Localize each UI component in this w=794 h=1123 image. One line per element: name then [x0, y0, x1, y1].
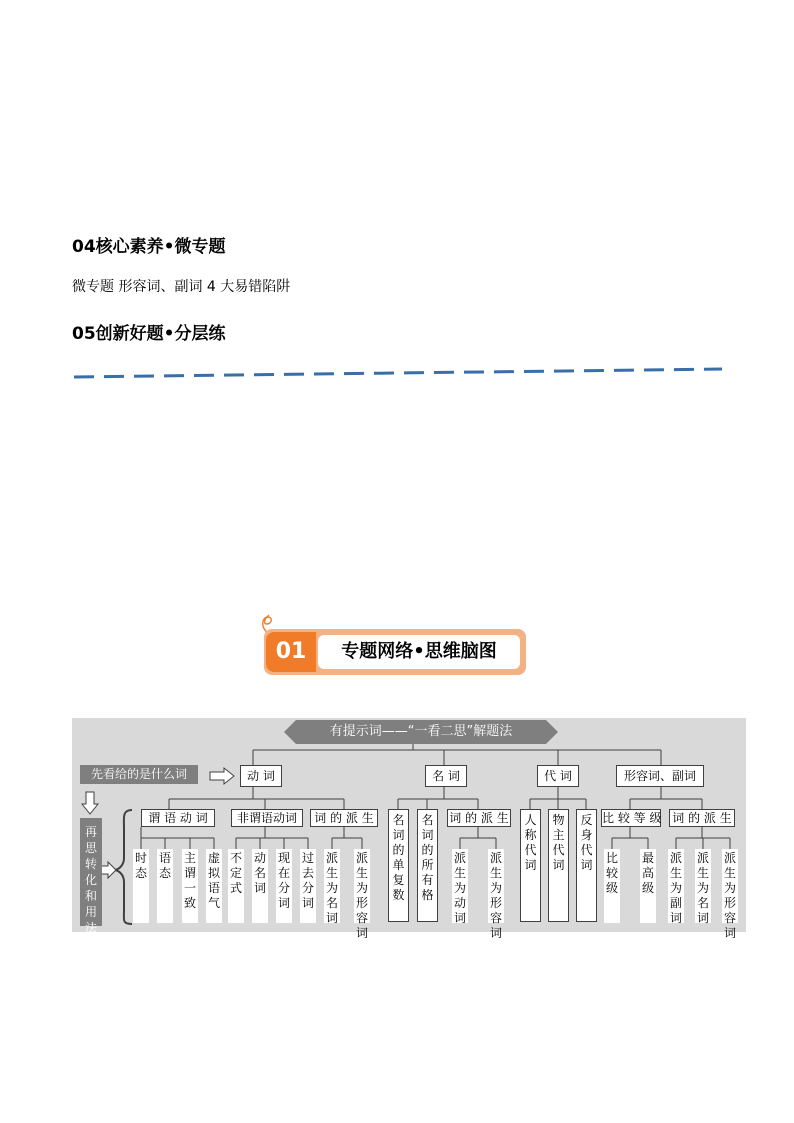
dashed-divider: [72, 366, 724, 380]
noun-plural: 名词的单复数: [388, 809, 409, 922]
leaf-verb-to-adj: 派生为形容词: [355, 851, 368, 940]
leaf-adj-to-noun: 派生为名词: [696, 851, 709, 925]
adj-group-derive: 词 的 派 生: [669, 809, 735, 827]
leaf-adj-to-adv: 派生为副词: [669, 851, 682, 925]
category-verb: 动 词: [240, 765, 282, 787]
category-pronoun: 代 词: [537, 765, 579, 787]
noun-possessive: 名词的所有格: [417, 809, 438, 922]
verb-group-nonpredicate: 非谓语动词: [231, 809, 303, 827]
leaf-agreement: 主谓一致: [182, 849, 198, 923]
section-badge: [264, 629, 526, 677]
category-noun: 名 词: [425, 765, 467, 787]
leaf-noun-to-adj: 派生为形容词: [489, 851, 502, 940]
leaf-past-participle: 过去分词: [300, 849, 316, 923]
leaf-infinitive: 不定式: [228, 849, 244, 923]
pronoun-possessive: 物主代词: [548, 809, 569, 922]
verb-group-predicate: 谓 语 动 词: [141, 809, 215, 827]
pronoun-reflexive: 反身代词: [576, 809, 597, 922]
adj-group-degree: 比 较 等 级: [602, 811, 662, 825]
leaf-verb-to-noun: 派生为名词: [325, 851, 338, 925]
mind-map: [72, 718, 746, 940]
leaf-present-participle: 现在分词: [276, 849, 292, 923]
noun-derive: 词 的 派 生: [447, 809, 511, 827]
verb-group-derive: 词 的 派 生: [310, 809, 378, 827]
step1-label: 先看给的是什么词: [80, 765, 198, 784]
leaf-adj-to-adj: 派生为形容词: [723, 851, 736, 940]
section-05-title: 05创新好题•分层练: [72, 324, 226, 344]
badge-number: 01: [266, 632, 316, 672]
category-adj-adv: 形容词、副词: [616, 765, 704, 787]
leaf-superlative: 最高级: [640, 849, 656, 923]
badge-title: 专题网络•思维脑图: [318, 635, 520, 669]
pronoun-personal: 人称代词: [520, 809, 541, 922]
leaf-subjunctive: 虚拟语气: [206, 849, 222, 923]
mind-map-banner: 有提示词——“一看二思”解题法: [329, 724, 513, 739]
section-04-title: 04核心素养•微专题: [72, 237, 226, 257]
leaf-voice: 语态: [157, 849, 173, 923]
leaf-comparative: 比较级: [604, 849, 620, 923]
section-04-line: 微专题 形容词、副词 4 大易错陷阱: [72, 279, 291, 295]
leaf-noun-to-verb: 派生为动词: [453, 851, 466, 925]
leaf-tense: 时态: [133, 849, 149, 923]
step2-label: 再思转化和用法: [80, 818, 102, 926]
leaf-gerund: 动名词: [252, 849, 268, 923]
